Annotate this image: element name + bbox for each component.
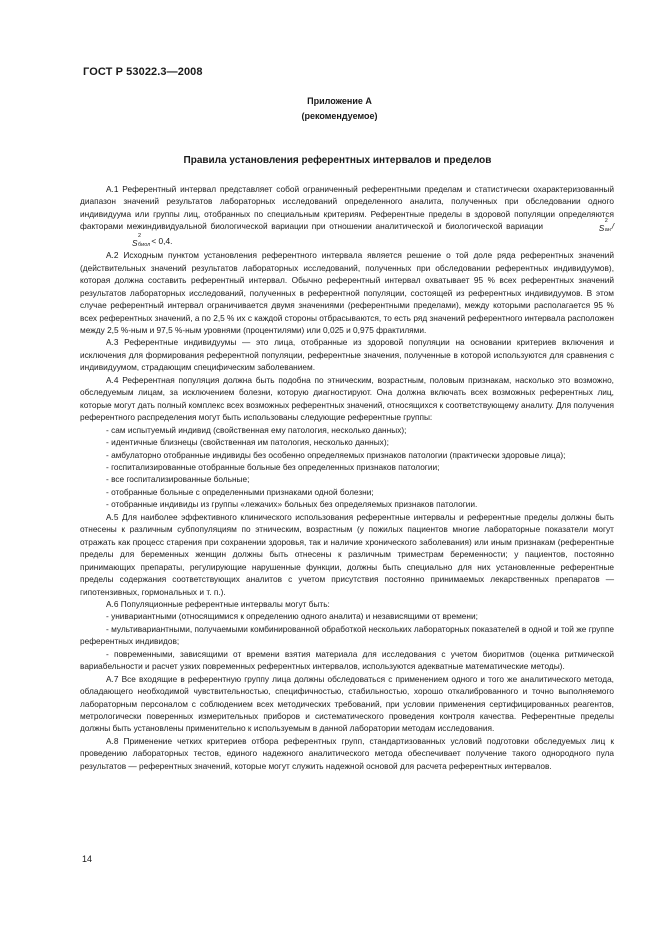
section-title: Правила установления референтных интервалов и пределов xyxy=(183,155,492,166)
document-body xyxy=(80,183,614,772)
page-number: 14 xyxy=(82,854,93,864)
paragraph-a3: А.3 Референтные индивидуумы — это лица, отобранные из здоровой популяции на основании критериев включения и исключения для формирования референтной популяции, референтные значения, полученные в которой используются для сравнения с индивидуумом, страдающим специфическим заболеванием. xyxy=(80,337,614,373)
variation-ratio-formula: S 2 ан /S 2 биол xyxy=(132,218,614,248)
paragraph-a6: А.6 Популяционные референтные интервалы могут быть: xyxy=(106,598,330,609)
paragraph-a4: А.4 Референтная популяция должна быть подобна по этническим, возрастным, половым признакам, насколько это возможно, обследуемым лицам, за исключением болезни, которую диагностируют. Она должна включать всех возможных референтных лиц, которые могут дать полный комплекс всех возможных референтных значений, относящихся к соответствующему аналиту. Для получения референтного распределения могут быть использованы следующие референтные группы: xyxy=(80,374,614,423)
list-item: - амбулаторно отобранные индивиды без особенно определяемых признаков патологии (практически здоровые лица); xyxy=(106,449,566,460)
paragraph-a1: А.1 Референтный интервал представляет собой ограниченный референтными пределам и статистически охарактеризованный диапазон значений результатов лабораторных исследований определенного аналита, полученных при обследовании одного индивидуума или группы лиц, отобранных по специальным критериям. Референтные пределы в здоровой популяции определяются факторами межиндивидуальной биологической вариации при отношении аналитической и биологической вариации S 2 ан /S 2 биол < 0,4. xyxy=(80,184,614,248)
list-item: - идентичные близнецы (свойственная им патология, несколько данных); xyxy=(106,437,389,448)
appendix-heading xyxy=(0,94,661,124)
list-item: - мультивариантными, получаемыми комбинированной обработкой нескольких лабораторных показателей в одной и той же группе референтных индивидов; xyxy=(80,623,614,647)
list-item: - унивариантными (относящимися к определению одного аналита) и независящими от времени; xyxy=(106,611,478,622)
standard-header: ГОСТ Р 53022.3—2008 xyxy=(83,66,203,78)
paragraph-a7: А.7 Все входящие в референтную группу лица должны обследоваться с применением одного и того же аналитического метода, обладающего необходимой чувствительностью, специфичностью, стабильностью, хорошо откалиброванного и точно выполняемого лабораторным персоналом с соблюдением всех методических требований, при условии применения сертифицированных реагентов, метрологически поверенных измерительных приборов и систематического проведения контроля качества. Референтные пределы должны быть установлены применительно к используемым в данной лаборатории методам исследования. xyxy=(80,673,614,734)
list-item: - отобранные больные с определенными признаками одной болезни; xyxy=(106,486,374,497)
list-item: - госпитализированные отобранные больные без определенных признаков патологии; xyxy=(106,461,440,472)
appendix-status: (рекомендуемое) xyxy=(301,111,378,121)
paragraph-a5: А.5 Для наиболее эффективного клинического использования референтные интервалы и референтные пределы должны быть отнесены к различным субпопуляциям по этническим, возрастным (у пожилых пациентов многие лабораторные показатели могут отражать как процесс старения при сохранении здоровья, так и наличие хронического заболевания) или иным признакам (референтные пределы для беременных женщин должны быть отнесены к различным триместрам беременности; у пациентов, постоянно принимающих препараты, регулирующие нарушенные функции, должны быть специально для них установленные референтные пределы содержания соответствующих аналитов с учетом присутствия постоянно принимаемых лекарственных препаратов — гипотензивных, гормональных и т. п.). xyxy=(80,511,614,597)
paragraph-a8: А.8 Применение четких критериев отбора референтных групп, стандартизованных условий подготовки обследуемых лиц к проведению лабораторных тестов, единого надежного аналитического метода обеспечивает получение такого однородного пула результатов — референтных значений, которые могут служить надежной основой для расчета референтных интервалов. xyxy=(80,735,614,771)
list-item: - все госпитализированные больные; xyxy=(106,474,250,485)
appendix-label: Приложение А xyxy=(307,96,372,106)
list-item: - повременными, зависящими от времени взятия материала для исследования с учетом биоритмов (оценка ритмической вариабельности и расчет узких повременных референтных интервалов, используются адекватные математические методы). xyxy=(80,648,614,672)
list-item: - сам испытуемый индивид (свойственная ему патология, несколько данных); xyxy=(106,424,407,435)
list-item: - отобранные индивиды из группы «лежачих» больных без определяемых признаков патологии. xyxy=(106,499,478,510)
paragraph-a2: А.2 Исходным пунктом установления референтного интервала является решение о той доле ряда референтных значений (действительных значений результатов лабораторных исследований, полученных при обследовании референтных индивидуумов), которая должна составить референтный интервал. Обычно референтный интервал охватывает 95 % всех референтных значений результатов лабораторных исследований, полученных в референтной популяции, состоящей из референтных индивидуумов. В этом случае референтный интервал ограничивается двумя значениями (референтными пределами), между которыми располагается 95 % всех референтных значений, а по 2,5 % их с каждой стороны отбрасываются, то есть ряд значений референтного интервала расположен между 2,5 %-ным и 97,5 %-ным уровнями (процентилями) или 0,025 и 0,975 фрактилями. xyxy=(80,250,614,335)
